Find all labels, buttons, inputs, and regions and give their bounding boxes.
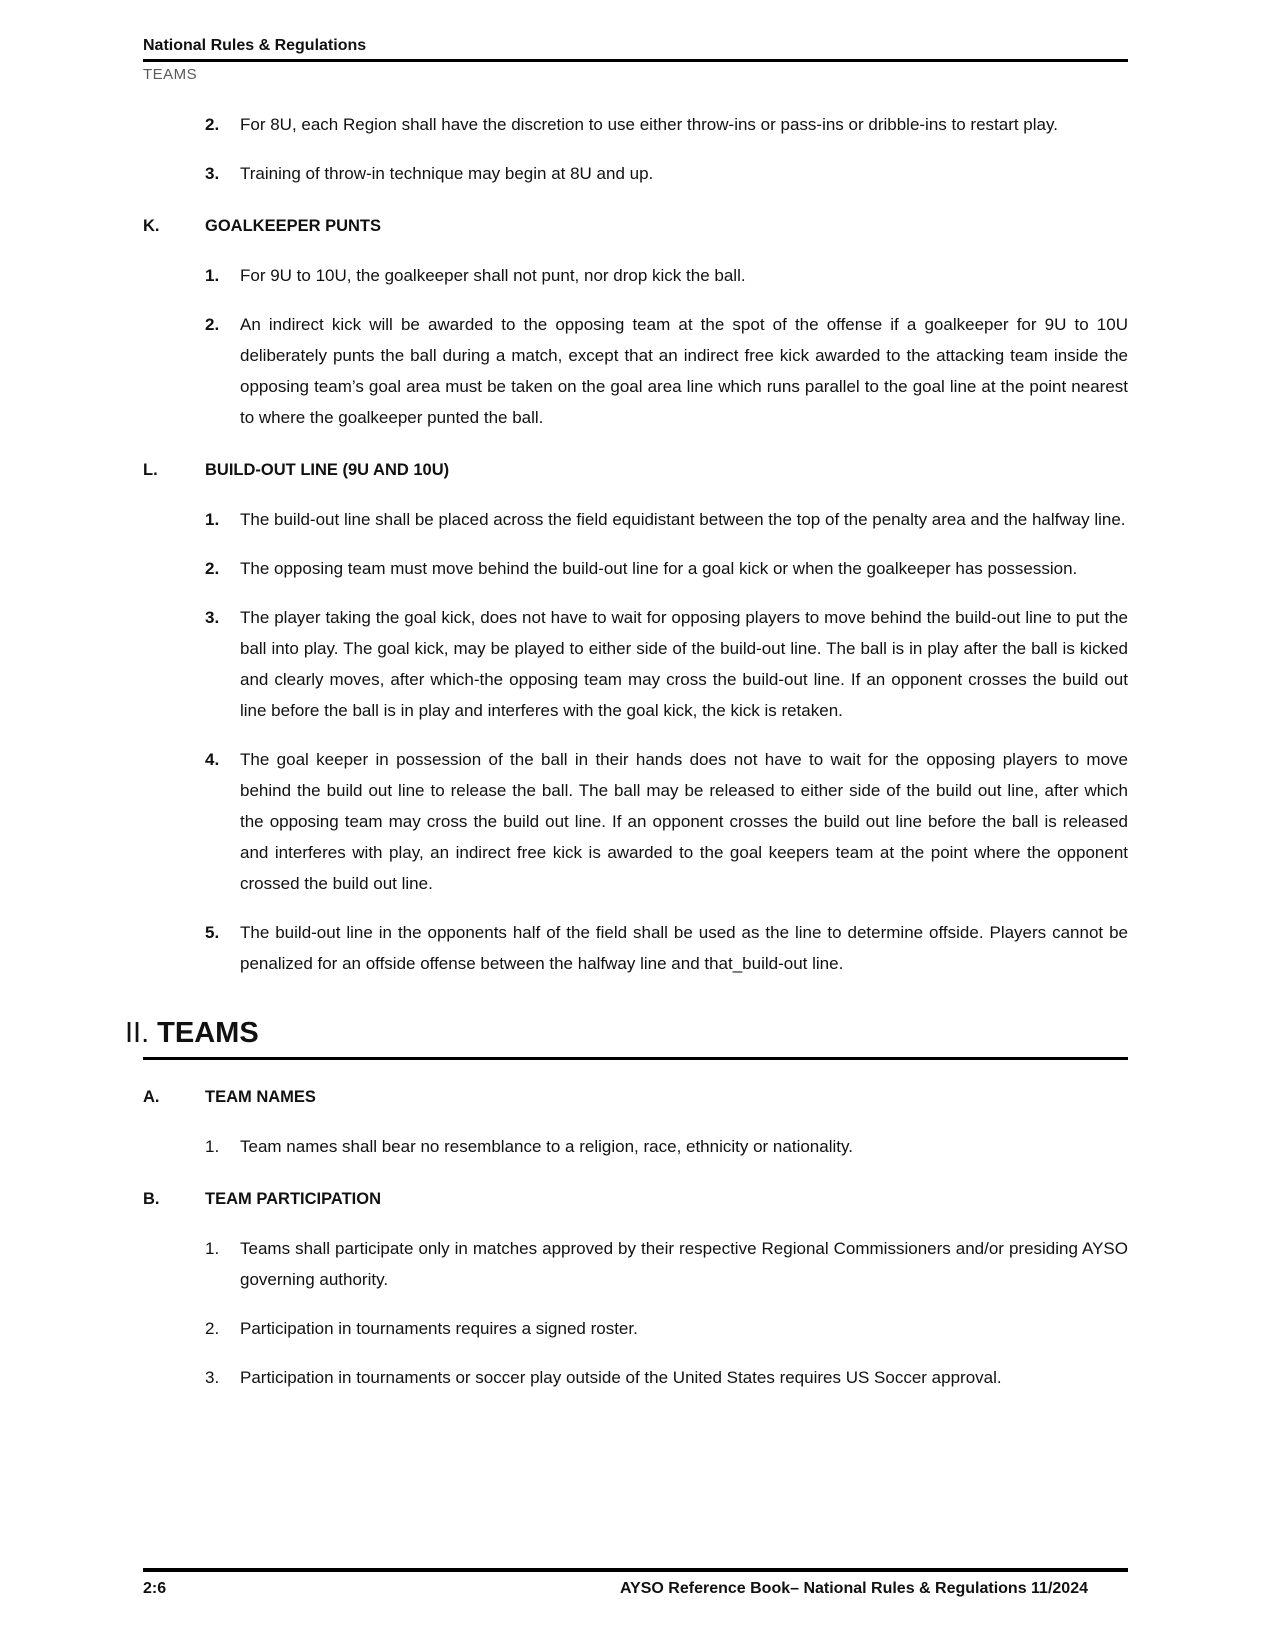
item-text: Training of throw-in technique may begin at 8U and up. [240,164,654,183]
section-letter: B. [143,1190,160,1208]
item-number: 3. [205,608,220,627]
list-item [143,309,1128,433]
item-text: The player taking the goal kick, does not have to wait for opposing players to move behind the build-out line to put the ball into play. The goal kick, may be played to either side of the build-out line. The ball is in play after the ball is kicked and clearly moves, after which-the opposing team may cross the build-out line. If an opponent crosses the build out line before the ball is in play and interferes with the goal kick, the kick is retaken. [240,608,1128,720]
item-number: 3. [205,1368,220,1387]
item-text: For 8U, each Region shall have the discretion to use either throw-ins or pass-ins or dribble-ins to restart play. [240,115,1058,134]
item-number: 1. [205,510,220,529]
list-item [143,744,1128,899]
section-build-out-line [143,455,1128,979]
chapter-number: II. [125,1017,150,1049]
section-heading [143,455,1128,486]
list-item [143,109,1128,140]
list-item [143,602,1128,726]
item-number: 1. [205,1137,220,1156]
chapter-heading-teams [125,1017,1128,1060]
item-text: The opposing team must move behind the build-out line for a goal kick or when the goalkeeper has possession. [240,559,1078,578]
section-title: TEAM PARTICIPATION [205,1190,381,1208]
list-item [143,917,1128,979]
item-text: The build-out line in the opponents half of the field shall be used as the line to determine offside. Players cannot be penalized for an offside offense between the halfway line and that_build-out line. [240,923,1128,973]
running-header [143,36,1128,85]
item-text: The build-out line shall be placed across the field equidistant between the top of the penalty area and the halfway line. [240,510,1126,529]
section-goalkeeper-punts [143,211,1128,433]
section-heading [143,1184,1128,1215]
header-rule [143,59,1128,62]
footer-page-number: 2:6 [143,1580,167,1597]
item-number: 2. [205,115,220,134]
list-item [143,260,1128,291]
chapter-title: TEAMS [157,1017,259,1049]
list-item [143,1131,1128,1162]
chapter-heading-text [125,1017,1128,1049]
page-footer [143,1568,1128,1600]
section-heading [143,1082,1128,1113]
item-text: The goal keeper in possession of the ball in their hands does not have to wait for the opposing players to move behind the build out line to release the ball. The ball may be released to either side of the build out line, after which the opposing team may cross the build out line. If an opponent crosses the build out line before the ball is released and interferes with play, an indirect free kick is awarded to the goal keepers team at the point where the opponent crossed the build out line. [240,750,1128,893]
section-title: TEAM NAMES [205,1088,316,1106]
item-text: Participation in tournaments requires a signed roster. [240,1319,638,1338]
list-item [143,1233,1128,1295]
list-item [143,553,1128,584]
intro-list [143,109,1128,189]
section-team-names [143,1082,1128,1162]
item-number: 1. [205,1239,220,1258]
header-title: National Rules & Regulations [143,37,367,54]
list-item [143,1362,1128,1393]
section-letter: A. [143,1088,160,1106]
item-text: Teams shall participate only in matches approved by their respective Regional Commissioners and/or presiding AYSO governing authority. [240,1239,1128,1289]
item-number: 5. [205,923,220,942]
section-heading [143,211,1128,242]
item-text: Team names shall bear no resemblance to a religion, race, ethnicity or nationality. [240,1137,853,1156]
item-text: Participation in tournaments or soccer play outside of the United States requires US Soccer approval. [240,1368,1002,1387]
footer-reference: AYSO Reference Book– National Rules & Regulations 11/2024 [619,1580,1088,1597]
item-number: 2. [205,559,220,578]
item-number: 2. [205,1319,220,1338]
section-letter: L. [143,461,158,479]
list-item [143,504,1128,535]
section-letter: K. [143,217,160,235]
section-title: BUILD-OUT LINE (9U AND 10U) [205,461,450,479]
item-number: 1. [205,266,220,285]
header-section-label: TEAMS [143,66,198,83]
list-item [143,158,1128,189]
section-title: GOALKEEPER PUNTS [205,217,382,235]
item-number: 4. [205,750,220,769]
item-text: For 9U to 10U, the goalkeeper shall not punt, nor drop kick the ball. [240,266,746,285]
item-number: 3. [205,164,220,183]
section-team-participation [143,1184,1128,1393]
document-body [125,109,1128,1393]
item-text: An indirect kick will be awarded to the opposing team at the spot of the offense if a goalkeeper for 9U to 10U deliberately punts the ball during a match, except that an indirect free kick awarded to the attacking team inside the opposing team’s goal area must be taken on the goal area line which runs parallel to the goal line at the point nearest to where the goalkeeper punted the ball. [240,315,1128,427]
item-number: 2. [205,315,220,334]
list-item [143,1313,1128,1344]
